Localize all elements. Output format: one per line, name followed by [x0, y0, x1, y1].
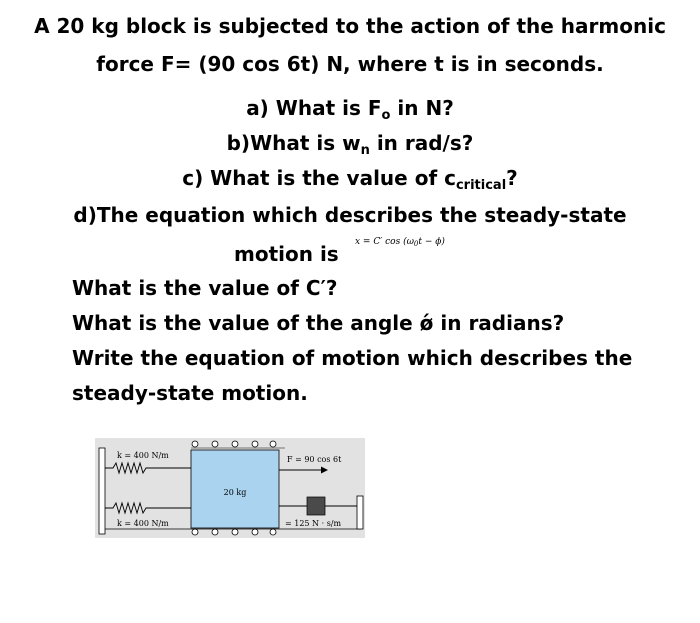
- question-c-prefix: c) What is the value of c: [182, 166, 456, 190]
- left-wall: [99, 448, 105, 534]
- question-e: What is the value of C′?: [72, 276, 338, 300]
- question-a: [0, 94, 700, 122]
- question-b-suffix: in rad/s?: [369, 131, 474, 155]
- question-b-prefix: b)What is w: [226, 131, 361, 155]
- question-b-subscript: n: [360, 143, 370, 158]
- question-d-line-2: motion is: [234, 242, 339, 266]
- equation-lhs: x = C′ cos (ω: [355, 237, 414, 247]
- question-c-suffix: ?: [506, 166, 518, 190]
- equation-rhs: t − ϕ): [418, 237, 445, 247]
- spring-mass-damper-figure: [95, 438, 365, 538]
- equation-subscript: 0: [413, 240, 419, 248]
- question-g-line-1: Write the equation of motion which describes the: [72, 346, 633, 370]
- steady-state-equation: [355, 237, 445, 247]
- question-a-subscript: o: [381, 108, 391, 123]
- question-g-line-2: steady-state motion.: [72, 381, 308, 405]
- force-label: F = 90 cos 6t: [287, 455, 342, 464]
- question-c: [0, 164, 700, 192]
- spring-bottom-label: k = 400 N/m: [117, 519, 169, 528]
- question-b: [0, 129, 700, 157]
- right-wall: [357, 496, 363, 529]
- intro-line-2: force F= (90 cos 6t) N, where t is in seconds.: [96, 52, 604, 76]
- damper-cylinder: [307, 497, 325, 515]
- damper-label: = 125 N · s/m: [285, 519, 342, 528]
- question-c-subscript: critical: [455, 178, 507, 193]
- question-d-line-1: d)The equation which describes the steady-state: [73, 203, 627, 227]
- question-a-suffix: in N?: [390, 96, 454, 120]
- mass-label: 20 kg: [223, 488, 247, 497]
- intro-line-1: A 20 kg block is subjected to the action of the harmonic: [34, 14, 666, 38]
- question-f: What is the value of the angle ǿ in radians?: [72, 311, 565, 335]
- question-a-prefix: a) What is F: [246, 96, 382, 120]
- spring-top-label: k = 400 N/m: [117, 451, 169, 460]
